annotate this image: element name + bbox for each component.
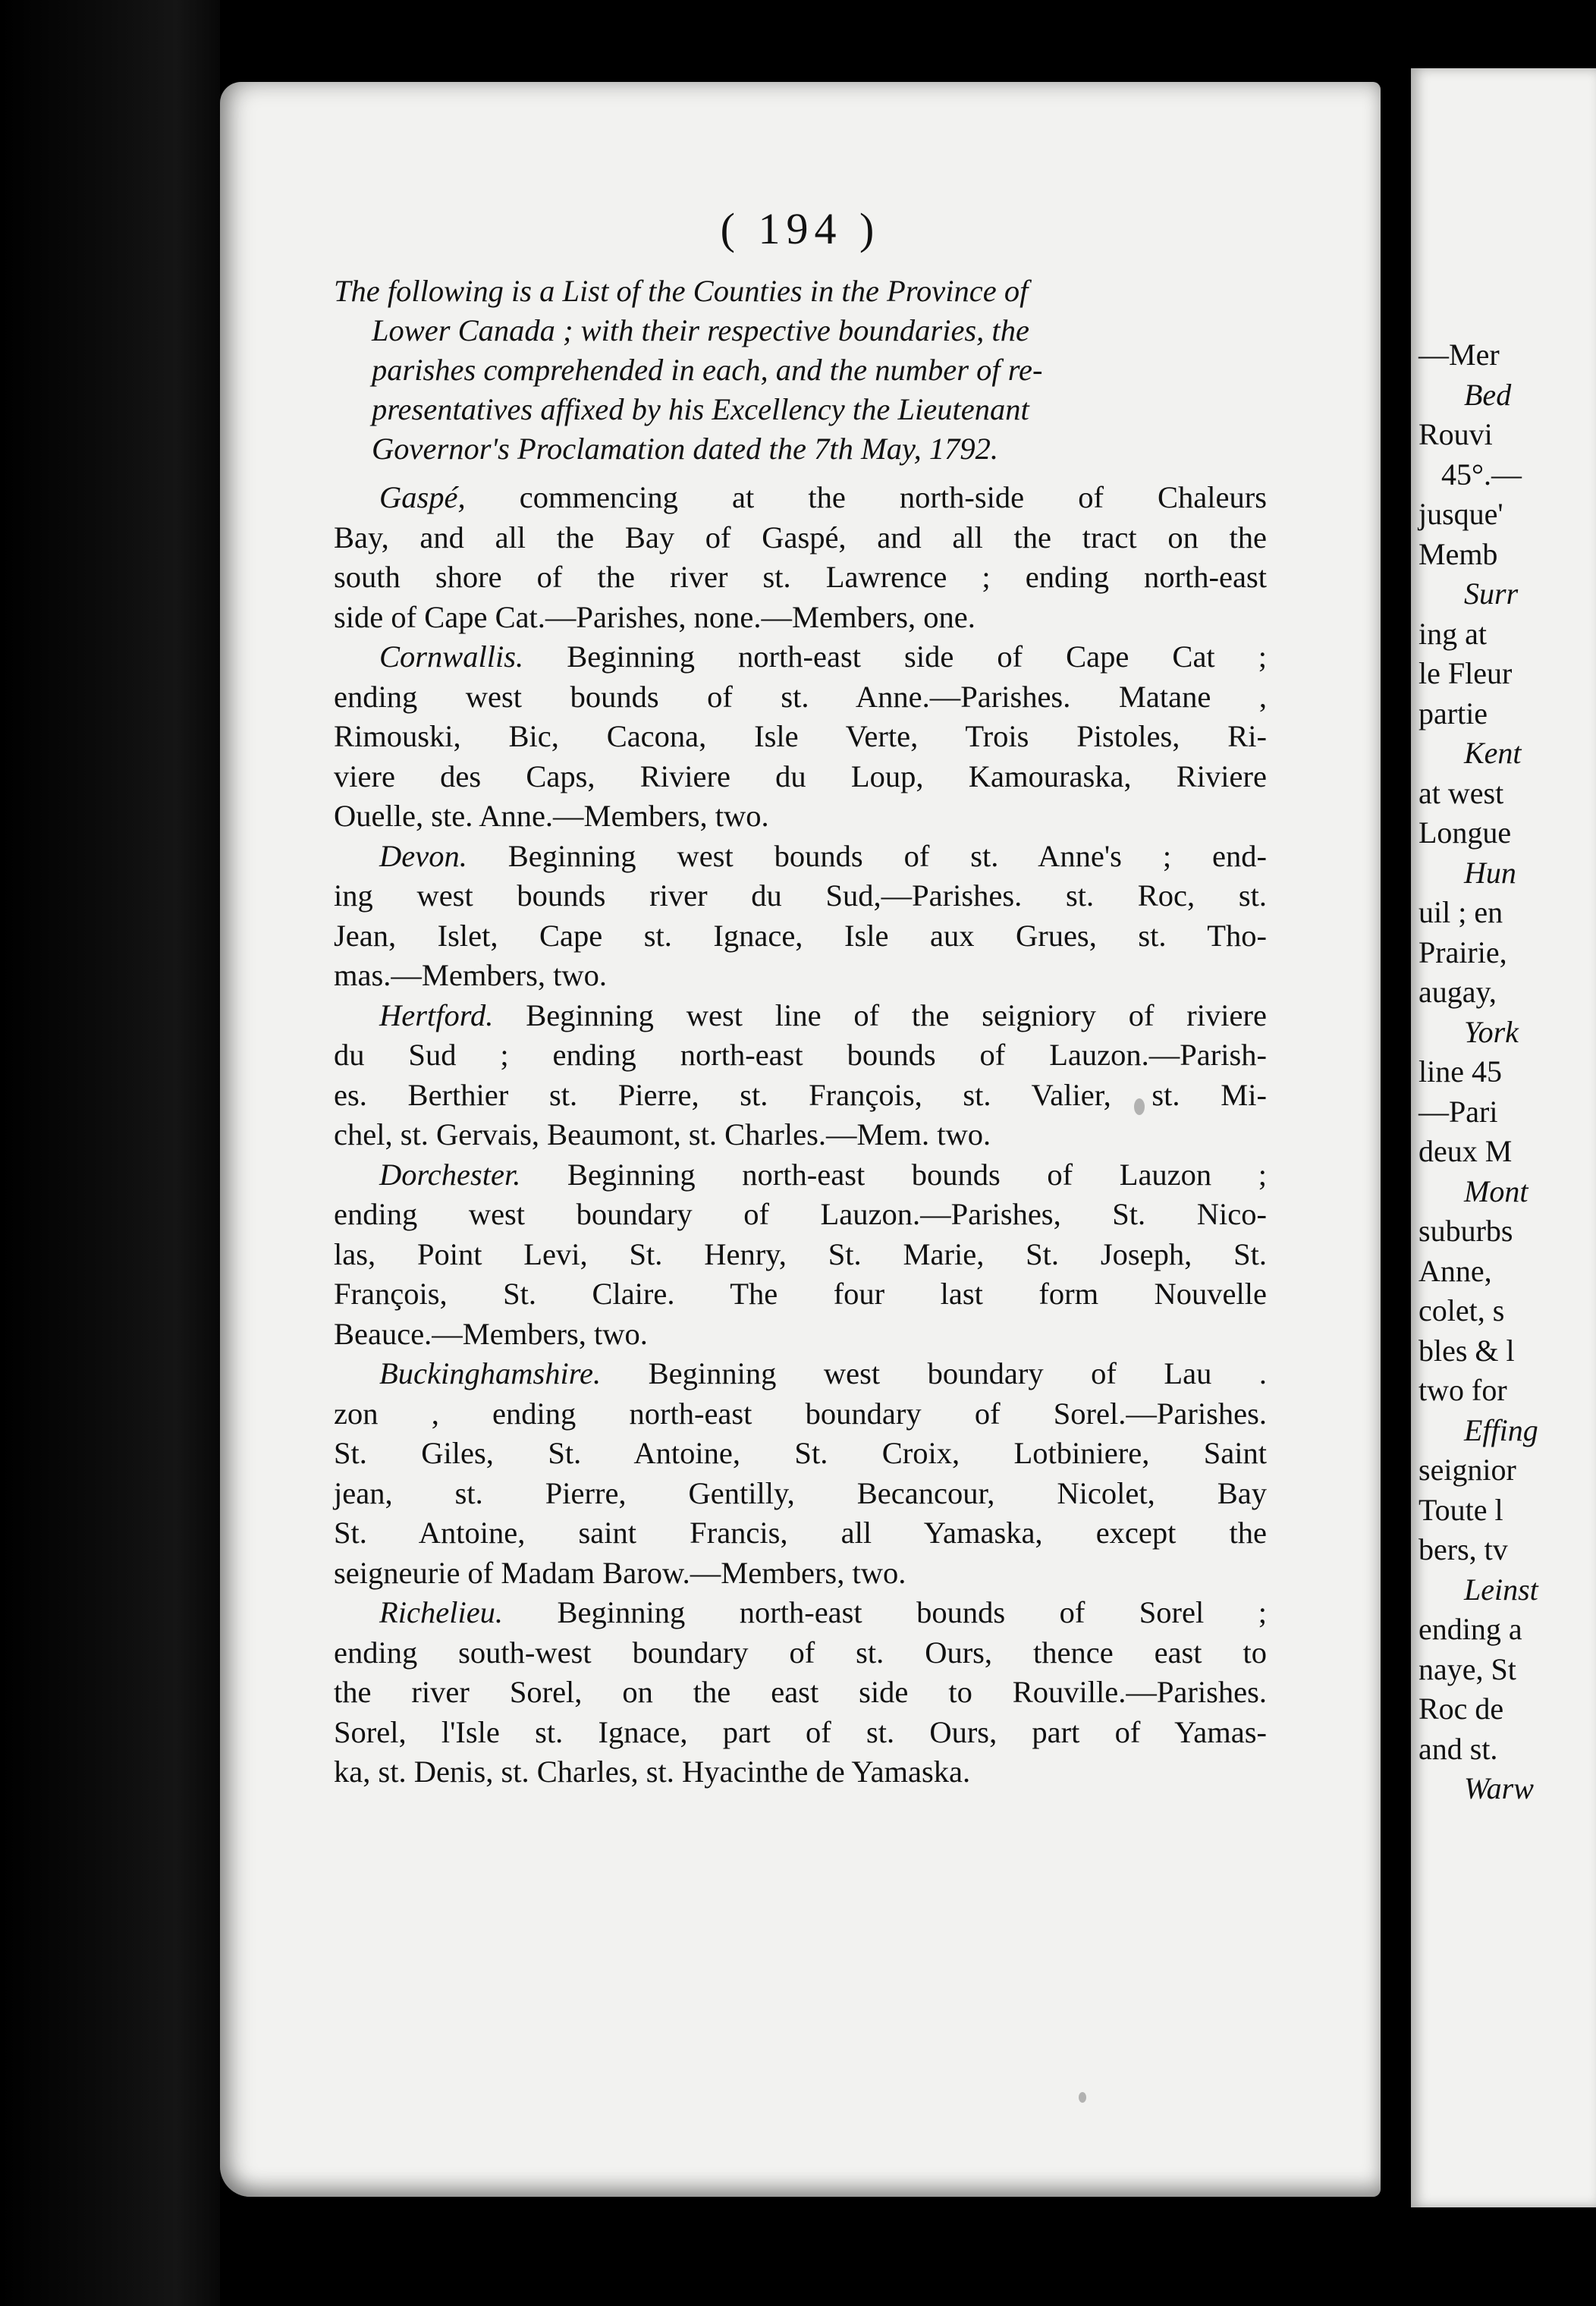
intro-line: Governor's Proclamation dated the 7th May, 1792. <box>372 432 999 466</box>
entry-line <box>334 1076 1267 1116</box>
entry-text: viere des Caps, Riviere du Loup, Kamouraska, Riviere <box>334 759 1267 793</box>
entry-text: Beginning west bounds of st. Anne's ; end- <box>467 838 1267 873</box>
entry-line <box>334 518 1267 558</box>
entry-text: mas.—Members, two. <box>334 958 607 992</box>
county-name: Hertford. <box>379 997 494 1032</box>
right-page-line: and st. <box>1418 1731 1498 1766</box>
left-page <box>220 82 1381 2197</box>
intro-line: parishes comprehended in each, and the number of re- <box>372 353 1043 387</box>
entry-line <box>334 916 1267 957</box>
county-entry <box>334 637 1267 837</box>
entry-line <box>334 876 1267 916</box>
entry-line <box>334 996 1267 1036</box>
county-list <box>334 478 1267 1792</box>
entry-text: ing west bounds river du Sud,—Parishes. st. Roc, st. <box>334 878 1267 913</box>
county-entry <box>334 1155 1267 1355</box>
entry-line <box>334 1554 1267 1594</box>
entry-text: Rimouski, Bic, Cacona, Isle Verte, Trois Pistoles, Ri- <box>334 719 1267 753</box>
entry-line <box>334 558 1267 598</box>
right-page-line: bles & l <box>1418 1333 1515 1368</box>
entry-text: Beginning west line of the seigniory of riviere <box>493 997 1267 1032</box>
entry-line <box>334 1235 1267 1275</box>
page-gutter <box>1381 46 1411 2230</box>
entry-text: Bay, and all the Bay of Gaspé, and all the tract on the <box>334 520 1267 555</box>
entry-text: south shore of the river st. Lawrence ; ending north-east <box>334 560 1267 594</box>
right-page-fragment <box>1418 335 1596 1809</box>
entry-text: Jean, Islet, Cape st. Ignace, Isle aux Grues, st. Tho- <box>334 918 1267 953</box>
entry-text: Beginning north-east bounds of Sorel ; <box>503 1595 1267 1629</box>
right-page-line: seignior <box>1418 1453 1516 1487</box>
entry-text: Beginning west boundary of Lau . <box>601 1356 1267 1390</box>
entry-line <box>334 1474 1267 1514</box>
entry-line <box>334 1315 1267 1355</box>
entry-text: commencing at the north-side of Chaleurs <box>465 480 1267 514</box>
county-entry <box>334 837 1267 996</box>
right-page-line: le Fleur <box>1418 656 1513 690</box>
county-entry <box>334 1593 1267 1792</box>
right-page-line: two for <box>1418 1373 1507 1407</box>
entry-line <box>334 1394 1267 1434</box>
right-page-line: Bed <box>1464 377 1512 412</box>
page-body <box>334 272 1267 1792</box>
entry-line <box>334 1513 1267 1554</box>
county-name: Devon. <box>379 838 467 873</box>
entry-text: Sorel, l'Isle st. Ignace, part of st. Ours, part of Yamas- <box>334 1714 1267 1749</box>
county-name: Gaspé, <box>379 480 466 514</box>
right-page-line: ing at <box>1418 616 1487 651</box>
right-page-line: Prairie, <box>1418 935 1507 969</box>
entry-line <box>334 478 1267 518</box>
entry-text: seigneurie of Madam Barow.—Members, two. <box>334 1555 906 1590</box>
right-page-line: Toute l <box>1418 1492 1503 1527</box>
right-page-line: Roc de <box>1418 1692 1504 1726</box>
entry-text: ending west bounds of st. Anne.—Parishes. Matane , <box>334 679 1267 714</box>
entry-text: du Sud ; ending north-east bounds of Lauzon.—Parish- <box>334 1038 1267 1072</box>
entry-line <box>334 598 1267 638</box>
entry-text: Beginning north-east side of Cape Cat ; <box>523 639 1267 674</box>
entry-text: St. Giles, St. Antoine, St. Croix, Lotbiniere, Saint <box>334 1436 1267 1470</box>
right-page-line: Leinst <box>1464 1572 1538 1607</box>
county-entry <box>334 478 1267 637</box>
entry-line <box>334 677 1267 718</box>
entry-text: ka, st. Denis, st. Charles, st. Hyacinthe de Yamaska. <box>334 1755 971 1789</box>
ink-smudge <box>1134 1098 1145 1115</box>
right-page-line: 45°.— <box>1441 457 1522 492</box>
county-entry <box>334 1354 1267 1593</box>
intro-line: Lower Canada ; with their respective boundaries, the <box>372 313 1029 347</box>
entry-line <box>334 956 1267 996</box>
entry-text: es. Berthier st. Pierre, st. François, st. Valier, st. Mi- <box>334 1077 1267 1112</box>
right-page-line: Surr <box>1464 576 1519 611</box>
right-page-line: partie <box>1418 696 1488 730</box>
entry-line <box>334 1035 1267 1076</box>
right-page-line: augay, <box>1418 975 1497 1009</box>
county-name: Dorchester. <box>379 1157 521 1192</box>
county-entry <box>334 996 1267 1155</box>
right-page-line: ending a <box>1418 1612 1522 1646</box>
entry-text: François, St. Claire. The four last form Nouvelle <box>334 1277 1267 1311</box>
intro-line: presentatives affixed by his Excellency the Lieutenant <box>372 392 1029 426</box>
right-page-line: line 45 <box>1418 1054 1502 1089</box>
book-binding <box>0 0 220 2306</box>
right-page-line: bers, tv <box>1418 1532 1508 1566</box>
right-page-line: Warw <box>1464 1771 1534 1805</box>
entry-text: Beginning north-east bounds of Lauzon ; <box>520 1157 1267 1192</box>
entry-text: side of Cape Cat.—Parishes, none.—Members, one. <box>334 599 976 634</box>
entry-line <box>334 1673 1267 1713</box>
ink-smudge <box>1079 2092 1086 2103</box>
right-page-line: —Pari <box>1418 1094 1498 1129</box>
entry-line <box>334 1434 1267 1474</box>
entry-text: jean, st. Pierre, Gentilly, Becancour, Nicolet, Bay <box>334 1475 1267 1510</box>
entry-text: chel, st. Gervais, Beaumont, st. Charles.—Mem. two. <box>334 1117 991 1151</box>
entry-text: ending west boundary of Lauzon.—Parishes, St. Nico- <box>334 1197 1267 1231</box>
right-page-line: uil ; en <box>1418 895 1503 929</box>
entry-text: Ouelle, ste. Anne.—Members, two. <box>334 799 769 833</box>
right-page-line: deux M <box>1418 1134 1513 1168</box>
right-page-line: Hun <box>1464 855 1516 890</box>
entry-line <box>334 1593 1267 1633</box>
entry-line <box>334 796 1267 837</box>
entry-line <box>334 837 1267 877</box>
entry-text: the river Sorel, on the east side to Rouville.—Parishes. <box>334 1675 1267 1709</box>
entry-text: Beauce.—Members, two. <box>334 1316 648 1351</box>
entry-line <box>334 1354 1267 1394</box>
entry-line <box>334 1274 1267 1315</box>
right-page-line: colet, s <box>1418 1293 1505 1327</box>
right-page-line: at west <box>1418 775 1504 810</box>
intro-line: The following is a List of the Counties in the Province of <box>334 274 1029 308</box>
right-page-line: Anne, <box>1418 1253 1492 1288</box>
entry-line <box>334 717 1267 757</box>
entry-line <box>334 1713 1267 1753</box>
entry-line <box>334 637 1267 677</box>
entry-text: zon , ending north-east boundary of Sorel.—Parishes. <box>334 1396 1267 1431</box>
entry-line <box>334 1195 1267 1235</box>
right-page-line: Rouvi <box>1418 417 1493 451</box>
county-name: Cornwallis. <box>379 639 524 674</box>
right-page-line: Kent <box>1464 736 1522 770</box>
right-page-line: Memb <box>1418 536 1498 571</box>
entry-text: St. Antoine, saint Francis, all Yamaska, except the <box>334 1516 1267 1550</box>
right-page-line: Longue <box>1418 815 1512 850</box>
entry-text: ending south-west boundary of st. Ours, thence east to <box>334 1635 1267 1670</box>
right-page-line: York <box>1464 1014 1519 1049</box>
county-name: Buckinghamshire. <box>379 1356 602 1390</box>
right-page <box>1411 68 1596 2207</box>
right-page-line: Mont <box>1464 1173 1528 1208</box>
right-page-line: suburbs <box>1418 1214 1513 1248</box>
right-page-line: naye, St <box>1418 1651 1516 1686</box>
entry-line <box>334 1115 1267 1155</box>
right-page-line: —Mer <box>1418 338 1500 372</box>
right-page-line: Effing <box>1464 1412 1538 1447</box>
entry-line <box>334 1752 1267 1792</box>
entry-line <box>334 1155 1267 1195</box>
entry-line <box>334 757 1267 797</box>
page-number: ( 194 ) <box>720 204 881 253</box>
right-page-line: jusque' <box>1418 497 1503 531</box>
entry-text: las, Point Levi, St. Henry, St. Marie, St. Joseph, St. <box>334 1236 1267 1271</box>
county-name: Richelieu. <box>379 1595 504 1629</box>
intro-heading <box>334 272 1267 469</box>
entry-line <box>334 1633 1267 1673</box>
